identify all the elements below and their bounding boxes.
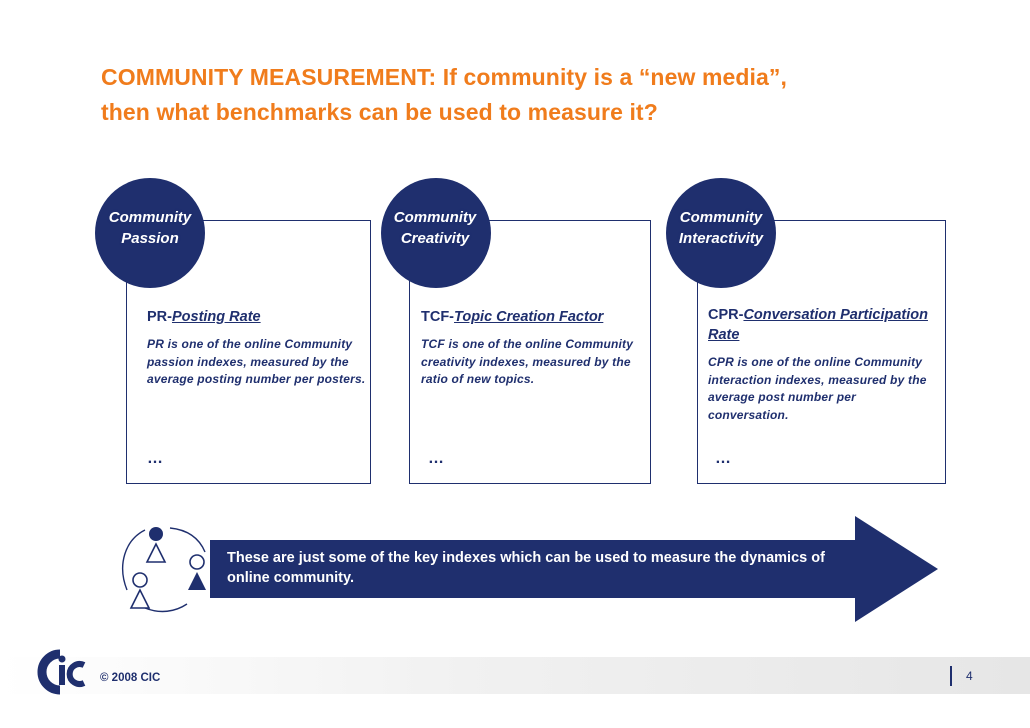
copyright-text: © 2008 CIC bbox=[100, 672, 161, 684]
category-label-creativity bbox=[385, 207, 485, 249]
page-number: 4 bbox=[966, 669, 973, 683]
index-description-cpr: CPR is one of the online Community interaction indexes, measured by the average post number per conversation. bbox=[708, 355, 927, 422]
index-heading-pr bbox=[147, 307, 367, 327]
category-label-line2: Creativity bbox=[400, 230, 470, 247]
index-abbr: CPR- bbox=[708, 307, 744, 323]
index-heading-tcf bbox=[421, 307, 646, 327]
index-description-pr: PR is one of the online Community passion indexes, measured by the average posting number per posters. bbox=[147, 337, 366, 386]
index-name: Posting Rate bbox=[171, 309, 261, 325]
category-label-passion bbox=[100, 207, 200, 249]
more-ellipsis: … bbox=[147, 450, 163, 467]
more-ellipsis: … bbox=[715, 450, 731, 467]
arrow-banner-text: These are just some of the key indexes which can be used to measure the dynamics of online community. bbox=[227, 550, 825, 586]
slide-title-line2: then what benchmarks can be used to measure it? bbox=[101, 99, 658, 125]
category-label-interactivity bbox=[671, 207, 771, 249]
category-label-line2: Interactivity bbox=[678, 230, 764, 247]
category-label-line1: Community bbox=[393, 209, 477, 226]
slide-title bbox=[101, 60, 1011, 130]
index-heading-cpr bbox=[708, 305, 938, 345]
community-people-icon bbox=[115, 520, 215, 615]
page-separator bbox=[950, 666, 952, 686]
index-abbr: TCF- bbox=[421, 309, 455, 325]
index-abbr: PR- bbox=[147, 309, 172, 325]
cic-logo bbox=[36, 648, 98, 696]
category-label-line1: Community bbox=[108, 209, 192, 226]
slide-title-line1: COMMUNITY MEASUREMENT: If community is a “new media”, bbox=[101, 64, 788, 90]
index-name: Topic Creation Factor bbox=[454, 309, 604, 325]
index-description-tcf: TCF is one of the online Community creativity indexes, measured by the ratio of new topics. bbox=[421, 337, 634, 386]
more-ellipsis: … bbox=[428, 450, 444, 467]
category-label-line2: Passion bbox=[121, 230, 179, 247]
index-name: Conversation Participation Rate bbox=[708, 307, 928, 343]
category-label-line1: Community bbox=[679, 209, 763, 226]
